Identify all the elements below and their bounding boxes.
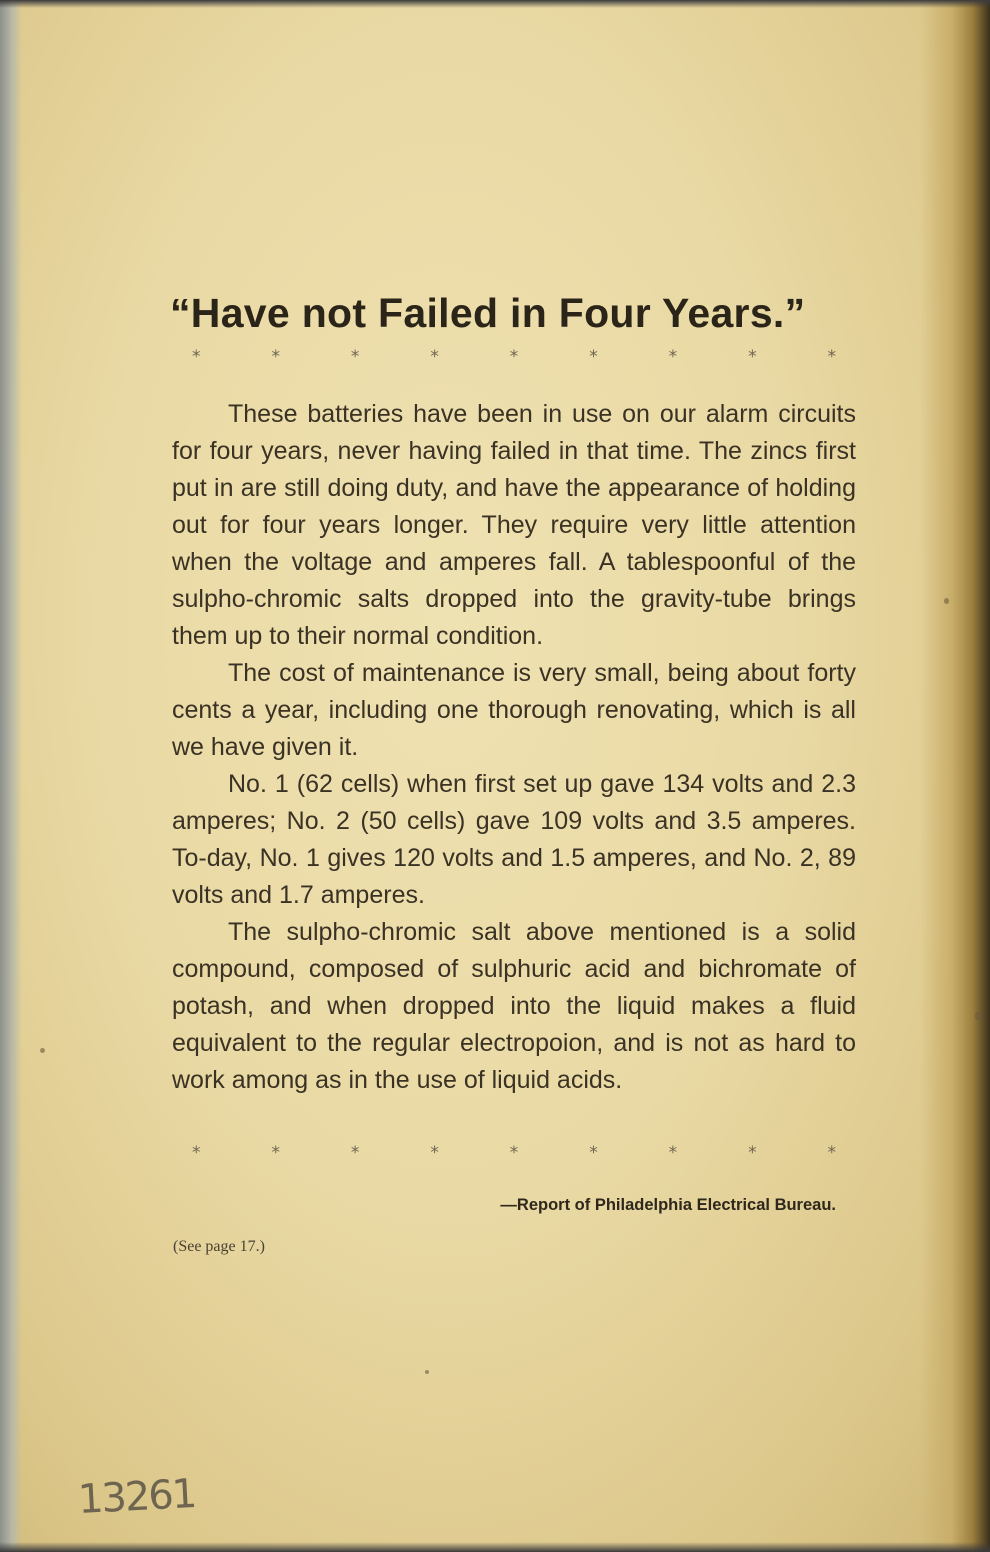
paragraph-salt-description: The sulpho-chromic salt above mentioned is a solid compound, composed of sulphuric acid and bichromate of potash, and when dropped into the liquid makes a fluid equivalent to the regular electropoion, and is not as hard to work among as in the use of liquid acids. [172, 918, 856, 1094]
page-bottom-edge [0, 1542, 990, 1552]
separator-star: * [509, 347, 519, 367]
paper-speck [425, 1370, 429, 1374]
paragraph-reliability: These batteries have been in use on our alarm circuits for four years, never having failed in that time. The zincs first put in are still doing duty, and have the appearance of holding out for four years longer. They require very little attention when the voltage and amperes fall. A tablespoonful of the sulpho-chromic salts dropped into the gravity-tube brings them up to their normal condition. [172, 400, 856, 650]
paper-speck [40, 1048, 45, 1053]
separator-top [192, 347, 836, 367]
separator-star: * [192, 1143, 201, 1163]
separator-star: * [350, 347, 360, 367]
paper-speck [944, 598, 949, 604]
separator-bottom [192, 1143, 836, 1163]
page-right-edge [920, 0, 990, 1552]
separator-star: * [271, 347, 280, 367]
page-left-edge [0, 0, 22, 1552]
separator-star: * [748, 1143, 757, 1163]
handwritten-number: 13261 [76, 1470, 197, 1524]
page-reference: (See page 17.) [173, 1238, 265, 1255]
attribution: —Report of Philadelphia Electrical Bureau. [500, 1196, 836, 1214]
separator-star: * [192, 347, 201, 367]
paragraph-maintenance-cost: The cost of maintenance is very small, being about forty cents a year, including one thorough renovating, which is all we have given it. [172, 659, 856, 761]
separator-star: * [430, 347, 439, 367]
page-top-edge [0, 0, 990, 8]
separator-star: * [589, 1143, 598, 1163]
page-title: “Have not Failed in Four Years.” [170, 290, 806, 336]
separator-star: * [589, 347, 598, 367]
paper-speck [975, 1012, 981, 1020]
separator-star: * [350, 1143, 360, 1163]
separator-star: * [668, 347, 678, 367]
separator-star: * [668, 1143, 678, 1163]
separator-star: * [827, 347, 836, 367]
separator-star: * [827, 1143, 836, 1163]
paragraph-measurements: No. 1 (62 cells) when first set up gave 134 volts and 2.3 amperes; No. 2 (50 cells) gave 109 volts and 3.5 amperes. To-day, No. 1 gives 120 volts and 1.5 amperes, and No. 2, 89 volts and 1.7 amperes. [172, 770, 856, 909]
body-text [172, 396, 856, 1099]
separator-star: * [271, 1143, 280, 1163]
separator-star: * [509, 1143, 519, 1163]
separator-star: * [748, 347, 757, 367]
separator-star: * [430, 1143, 439, 1163]
